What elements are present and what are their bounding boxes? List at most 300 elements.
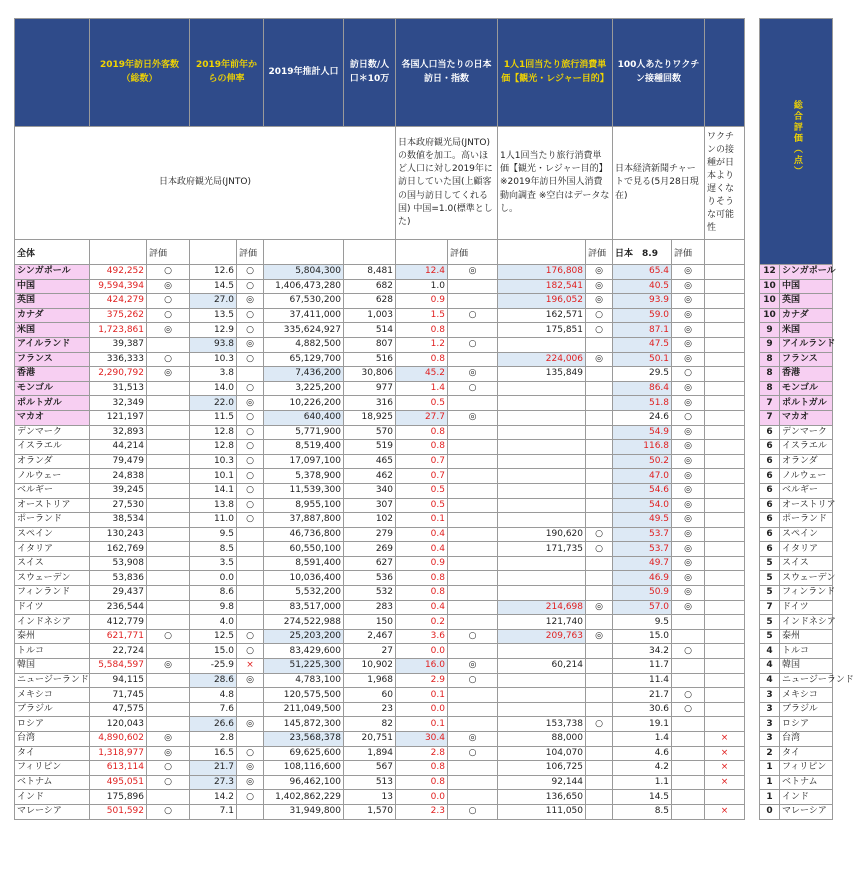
cell-population: 274,522,988 (264, 615, 344, 630)
cell-growth-eval: ○ (237, 323, 264, 338)
cell-risk (705, 644, 745, 659)
cell-index-eval (448, 527, 498, 542)
cell-visitors-eval (147, 425, 190, 440)
cell-total: 6 (760, 542, 780, 557)
cell-country-repeat: イタリア (780, 542, 833, 557)
cell-growth-eval: ○ (237, 644, 264, 659)
cell-growth-eval: ○ (237, 513, 264, 528)
cell-spend: 171,735 (498, 542, 586, 557)
cell-spend: 175,851 (498, 323, 586, 338)
cell-spend: 224,006 (498, 352, 586, 367)
cell-vaccine: 53.7 (613, 542, 672, 557)
cell-ratio: 1,570 (344, 804, 396, 819)
cell-country-repeat: ブラジル (780, 702, 833, 717)
cell-spend-eval (586, 367, 613, 382)
cell-growth-eval: ○ (237, 425, 264, 440)
cell-ratio: 27 (344, 644, 396, 659)
cell-growth: 3.8 (190, 367, 237, 382)
header-spend: 1人1回当たり旅行消費単価【観光・レジャー目的】 (498, 19, 613, 127)
table-row (15, 761, 833, 776)
cell-vaccine-eval: ○ (672, 702, 705, 717)
cell-vaccine: 4.6 (613, 746, 672, 761)
cell-total: 7 (760, 410, 780, 425)
cell-index: 0.0 (396, 702, 448, 717)
cell-population: 83,429,600 (264, 644, 344, 659)
cell-visitors-eval (147, 483, 190, 498)
cell-spend (498, 644, 586, 659)
cell-growth: 21.7 (190, 761, 237, 776)
cell-country: メキシコ (15, 688, 90, 703)
header-vaccine: 100人あたりワクチン接種回数 (613, 19, 705, 127)
cell-vaccine-eval: ◎ (672, 527, 705, 542)
cell-vaccine-eval: ◎ (672, 425, 705, 440)
gap-cell (745, 659, 760, 674)
cell-ratio: 514 (344, 323, 396, 338)
cell-index-eval: ◎ (448, 265, 498, 280)
cell-visitors-eval: ◎ (147, 659, 190, 674)
cell-total: 5 (760, 629, 780, 644)
cell-index-eval (448, 571, 498, 586)
cell-spend-eval: ○ (586, 527, 613, 542)
cell-vaccine: 51.8 (613, 396, 672, 411)
gap-cell (745, 352, 760, 367)
cell-vaccine: 49.5 (613, 513, 672, 528)
gap-cell (745, 644, 760, 659)
table-row (15, 659, 833, 674)
gap-cell (745, 337, 760, 352)
cell-spend (498, 410, 586, 425)
cell-total: 8 (760, 381, 780, 396)
cell-index-eval (448, 775, 498, 790)
cell-country-repeat: シンガポール (780, 265, 833, 280)
cell-total: 8 (760, 367, 780, 382)
cell-vaccine-eval: ○ (672, 410, 705, 425)
cell-country-repeat: ニュージーランド (780, 673, 833, 688)
cell-visitors: 38,534 (90, 513, 147, 528)
cell-spend-eval (586, 469, 613, 484)
cell-risk (705, 294, 745, 309)
cell-visitors: 175,896 (90, 790, 147, 805)
cell-country-repeat: 泰州 (780, 629, 833, 644)
cell-country-repeat: ロシア (780, 717, 833, 732)
cell-risk (705, 337, 745, 352)
cell-country: アイルランド (15, 337, 90, 352)
table-row (15, 644, 833, 659)
cell-population: 23,568,378 (264, 732, 344, 747)
table-row (15, 498, 833, 513)
table-row (15, 454, 833, 469)
cell-index-eval (448, 702, 498, 717)
eval-label: 評価 (448, 240, 498, 265)
cell-index: 1.4 (396, 381, 448, 396)
cell-growth-eval: ◎ (237, 673, 264, 688)
cell-country: オーストリア (15, 498, 90, 513)
table-row (15, 513, 833, 528)
cell-country-repeat: スペイン (780, 527, 833, 542)
cell-spend (498, 483, 586, 498)
cell-risk: × (705, 775, 745, 790)
cell-spend: 162,571 (498, 308, 586, 323)
cell-spend-eval: ○ (586, 717, 613, 732)
cell-total: 6 (760, 469, 780, 484)
table-row (15, 775, 833, 790)
cell-index: 1.0 (396, 279, 448, 294)
cell-vaccine: 93.9 (613, 294, 672, 309)
cell-spend-eval (586, 498, 613, 513)
cell-index: 0.2 (396, 615, 448, 630)
cell-population: 640,400 (264, 410, 344, 425)
cell-risk (705, 308, 745, 323)
cell-index-eval (448, 440, 498, 455)
cell-index-eval (448, 600, 498, 615)
cell-visitors-eval (147, 673, 190, 688)
gap-cell (745, 396, 760, 411)
cell-index-eval: ○ (448, 337, 498, 352)
cell-spend-eval (586, 425, 613, 440)
cell-total: 5 (760, 556, 780, 571)
cell-population: 5,378,900 (264, 469, 344, 484)
cell-index-eval (448, 323, 498, 338)
cell-ratio: 10,902 (344, 659, 396, 674)
header-ratio: 訪日数/人口＊10万 (344, 19, 396, 127)
cell-vaccine: 50.1 (613, 352, 672, 367)
cell-country-repeat: スイス (780, 556, 833, 571)
cell-risk (705, 513, 745, 528)
cell-index-eval: ○ (448, 673, 498, 688)
cell-visitors-eval (147, 717, 190, 732)
cell-country: ベトナム (15, 775, 90, 790)
empty-cell (396, 240, 448, 265)
table-row (15, 367, 833, 382)
gap-cell (745, 586, 760, 601)
cell-population: 120,575,500 (264, 688, 344, 703)
cell-index: 0.8 (396, 571, 448, 586)
cell-total: 3 (760, 688, 780, 703)
cell-index: 0.7 (396, 469, 448, 484)
cell-growth-eval (237, 688, 264, 703)
cell-visitors-eval (147, 790, 190, 805)
cell-total: 12 (760, 265, 780, 280)
cell-total: 6 (760, 425, 780, 440)
cell-index: 0.8 (396, 761, 448, 776)
cell-ratio: 283 (344, 600, 396, 615)
cell-country-repeat: インド (780, 790, 833, 805)
cell-ratio: 513 (344, 775, 396, 790)
cell-spend (498, 498, 586, 513)
table-row (15, 440, 833, 455)
cell-vaccine-eval: ◎ (672, 337, 705, 352)
cell-country-repeat: ポルトガル (780, 396, 833, 411)
cell-index-eval (448, 352, 498, 367)
cell-vaccine-eval: ○ (672, 367, 705, 382)
cell-country-repeat: ベトナム (780, 775, 833, 790)
cell-country: ベルギー (15, 483, 90, 498)
cell-visitors: 2,290,792 (90, 367, 147, 382)
cell-visitors-eval: ◎ (147, 323, 190, 338)
cell-total: 5 (760, 615, 780, 630)
cell-risk (705, 367, 745, 382)
cell-visitors-eval (147, 396, 190, 411)
cell-risk (705, 629, 745, 644)
cell-population: 37,887,800 (264, 513, 344, 528)
cell-total: 7 (760, 396, 780, 411)
cell-visitors-eval: ◎ (147, 279, 190, 294)
table-row (15, 804, 833, 819)
cell-population: 8,519,400 (264, 440, 344, 455)
cell-ratio: 627 (344, 556, 396, 571)
cell-population: 10,226,200 (264, 396, 344, 411)
cell-growth-eval: ○ (237, 629, 264, 644)
cell-index: 1.2 (396, 337, 448, 352)
cell-country: イタリア (15, 542, 90, 557)
cell-ratio: 13 (344, 790, 396, 805)
cell-vaccine-eval: ◎ (672, 279, 705, 294)
cell-ratio: 23 (344, 702, 396, 717)
cell-vaccine: 11.7 (613, 659, 672, 674)
cell-risk: × (705, 804, 745, 819)
cell-growth: 3.5 (190, 556, 237, 571)
cell-spend-eval (586, 381, 613, 396)
cell-visitors-eval (147, 498, 190, 513)
cell-visitors-eval: ○ (147, 352, 190, 367)
cell-growth: 11.5 (190, 410, 237, 425)
cell-spend-eval: ◎ (586, 600, 613, 615)
cell-visitors: 27,530 (90, 498, 147, 513)
cell-risk (705, 265, 745, 280)
cell-vaccine-eval (672, 761, 705, 776)
cell-growth-eval: × (237, 659, 264, 674)
header-population: 2019年推計人口 (264, 19, 344, 127)
cell-population: 7,436,200 (264, 367, 344, 382)
cell-index-eval (448, 279, 498, 294)
cell-ratio: 628 (344, 294, 396, 309)
cell-spend-eval: ◎ (586, 352, 613, 367)
cell-total: 10 (760, 279, 780, 294)
cell-country: オランダ (15, 454, 90, 469)
cell-growth-eval: ◎ (237, 337, 264, 352)
cell-growth: 12.5 (190, 629, 237, 644)
gap-cell (745, 127, 760, 240)
cell-visitors: 495,051 (90, 775, 147, 790)
cell-vaccine-eval: ◎ (672, 513, 705, 528)
cell-population: 65,129,700 (264, 352, 344, 367)
table-body (15, 265, 854, 820)
cell-spend-eval: ○ (586, 308, 613, 323)
cell-growth-eval: ◎ (237, 775, 264, 790)
cell-total: 10 (760, 308, 780, 323)
cell-index-eval (448, 615, 498, 630)
cell-country-repeat: メキシコ (780, 688, 833, 703)
cell-spend-eval (586, 337, 613, 352)
cell-vaccine-eval: ○ (672, 644, 705, 659)
cell-country: フランス (15, 352, 90, 367)
cell-visitors-eval (147, 644, 190, 659)
cell-visitors-eval (147, 688, 190, 703)
cell-growth: 13.8 (190, 498, 237, 513)
cell-visitors: 424,279 (90, 294, 147, 309)
cell-risk (705, 483, 745, 498)
gap-cell (745, 265, 760, 280)
cell-ratio: 307 (344, 498, 396, 513)
cell-index: 0.4 (396, 542, 448, 557)
cell-population: 211,049,500 (264, 702, 344, 717)
cell-visitors-eval (147, 702, 190, 717)
cell-growth-eval: ○ (237, 498, 264, 513)
cell-visitors-eval: ◎ (147, 746, 190, 761)
cell-risk (705, 527, 745, 542)
gap-cell (745, 440, 760, 455)
cell-ratio: 682 (344, 279, 396, 294)
cell-index: 2.9 (396, 673, 448, 688)
cell-growth: 10.3 (190, 454, 237, 469)
cell-spend: 121,740 (498, 615, 586, 630)
cell-vaccine: 40.5 (613, 279, 672, 294)
cell-risk: × (705, 732, 745, 747)
cell-index-eval (448, 469, 498, 484)
cell-visitors-eval: ○ (147, 804, 190, 819)
cell-total: 5 (760, 571, 780, 586)
cell-spend-eval (586, 702, 613, 717)
japan-vaccine-label: 日本 8.9 (613, 240, 672, 265)
cell-growth-eval: ◎ (237, 294, 264, 309)
cell-growth: 4.8 (190, 688, 237, 703)
cell-visitors-eval: ○ (147, 775, 190, 790)
cell-spend-eval (586, 556, 613, 571)
cell-country-repeat: オーストリア (780, 498, 833, 513)
cell-index-eval (448, 294, 498, 309)
cell-visitors: 501,592 (90, 804, 147, 819)
cell-vaccine: 29.5 (613, 367, 672, 382)
gap-cell (745, 702, 760, 717)
cell-spend-eval: ○ (586, 323, 613, 338)
table-row (15, 571, 833, 586)
cell-growth: 12.6 (190, 265, 237, 280)
table-row (15, 527, 833, 542)
cell-ratio: 1,968 (344, 673, 396, 688)
cell-country: 韓国 (15, 659, 90, 674)
cell-total: 4 (760, 659, 780, 674)
cell-growth: 12.8 (190, 440, 237, 455)
cell-vaccine-eval: ◎ (672, 586, 705, 601)
gap-cell (745, 513, 760, 528)
cell-vaccine-eval: ◎ (672, 600, 705, 615)
cell-growth-eval (237, 527, 264, 542)
cell-growth-eval: ○ (237, 790, 264, 805)
cell-ratio: 102 (344, 513, 396, 528)
cell-growth: 14.1 (190, 483, 237, 498)
cell-population: 83,517,000 (264, 600, 344, 615)
cell-visitors: 24,838 (90, 469, 147, 484)
header-total-text: 総合評価（点） (791, 100, 802, 178)
table-row (15, 732, 833, 747)
cell-visitors-eval (147, 586, 190, 601)
cell-risk (705, 542, 745, 557)
cell-spend-eval (586, 483, 613, 498)
cell-spend: 88,000 (498, 732, 586, 747)
cell-vaccine-eval (672, 717, 705, 732)
cell-visitors: 32,893 (90, 425, 147, 440)
table-row (15, 308, 833, 323)
eval-label: 評価 (237, 240, 264, 265)
cell-spend-eval (586, 688, 613, 703)
cell-country-repeat: カナダ (780, 308, 833, 323)
cell-spend-eval (586, 746, 613, 761)
cell-vaccine: 24.6 (613, 410, 672, 425)
cell-vaccine: 54.9 (613, 425, 672, 440)
cell-growth: 10.3 (190, 352, 237, 367)
cell-visitors-eval: ◎ (147, 732, 190, 747)
cell-country: マレーシア (15, 804, 90, 819)
gap-cell (745, 381, 760, 396)
cell-country: 香港 (15, 367, 90, 382)
cell-vaccine: 47.0 (613, 469, 672, 484)
cell-visitors: 375,262 (90, 308, 147, 323)
cell-growth: 10.1 (190, 469, 237, 484)
cell-population: 1,406,473,280 (264, 279, 344, 294)
cell-visitors: 22,724 (90, 644, 147, 659)
cell-country: 中国 (15, 279, 90, 294)
header-growth: 2019年前年からの伸率 (190, 19, 264, 127)
cell-risk (705, 717, 745, 732)
cell-ratio: 30,806 (344, 367, 396, 382)
cell-ratio: 316 (344, 396, 396, 411)
empty-cell (90, 240, 147, 265)
table-row (15, 410, 833, 425)
cell-ratio: 570 (344, 425, 396, 440)
cell-visitors: 31,513 (90, 381, 147, 396)
cell-vaccine-eval: ◎ (672, 469, 705, 484)
cell-index-eval: ◎ (448, 367, 498, 382)
cell-visitors: 44,214 (90, 440, 147, 455)
table-row (15, 717, 833, 732)
cell-risk (705, 571, 745, 586)
cell-spend-eval (586, 396, 613, 411)
cell-visitors-eval: ○ (147, 265, 190, 280)
cell-vaccine: 11.4 (613, 673, 672, 688)
cell-spend (498, 571, 586, 586)
cell-ratio: 18,925 (344, 410, 396, 425)
table-row (15, 337, 833, 352)
cell-country-repeat: イスラエル (780, 440, 833, 455)
cell-risk (705, 498, 745, 513)
cell-ratio: 279 (344, 527, 396, 542)
cell-growth-eval: ○ (237, 440, 264, 455)
cell-growth-eval (237, 702, 264, 717)
cell-spend (498, 337, 586, 352)
cell-visitors-eval (147, 542, 190, 557)
cell-ratio: 269 (344, 542, 396, 557)
cell-vaccine: 9.5 (613, 615, 672, 630)
cell-total: 6 (760, 483, 780, 498)
gap-cell (745, 367, 760, 382)
cell-vaccine-eval: ◎ (672, 381, 705, 396)
cell-country: マカオ (15, 410, 90, 425)
cell-population: 335,624,927 (264, 323, 344, 338)
cell-country-repeat: ノルウェー (780, 469, 833, 484)
cell-country-repeat: 中国 (780, 279, 833, 294)
cell-growth-eval (237, 600, 264, 615)
cell-growth: 0.0 (190, 571, 237, 586)
cell-country-repeat: フィンランド (780, 586, 833, 601)
cell-country-repeat: インドネシア (780, 615, 833, 630)
data-table (14, 18, 854, 820)
cell-vaccine-eval: ◎ (672, 542, 705, 557)
cell-spend-eval (586, 615, 613, 630)
gap-cell (745, 19, 760, 127)
cell-spend: 136,650 (498, 790, 586, 805)
cell-country-repeat: オランダ (780, 454, 833, 469)
cell-visitors: 47,575 (90, 702, 147, 717)
